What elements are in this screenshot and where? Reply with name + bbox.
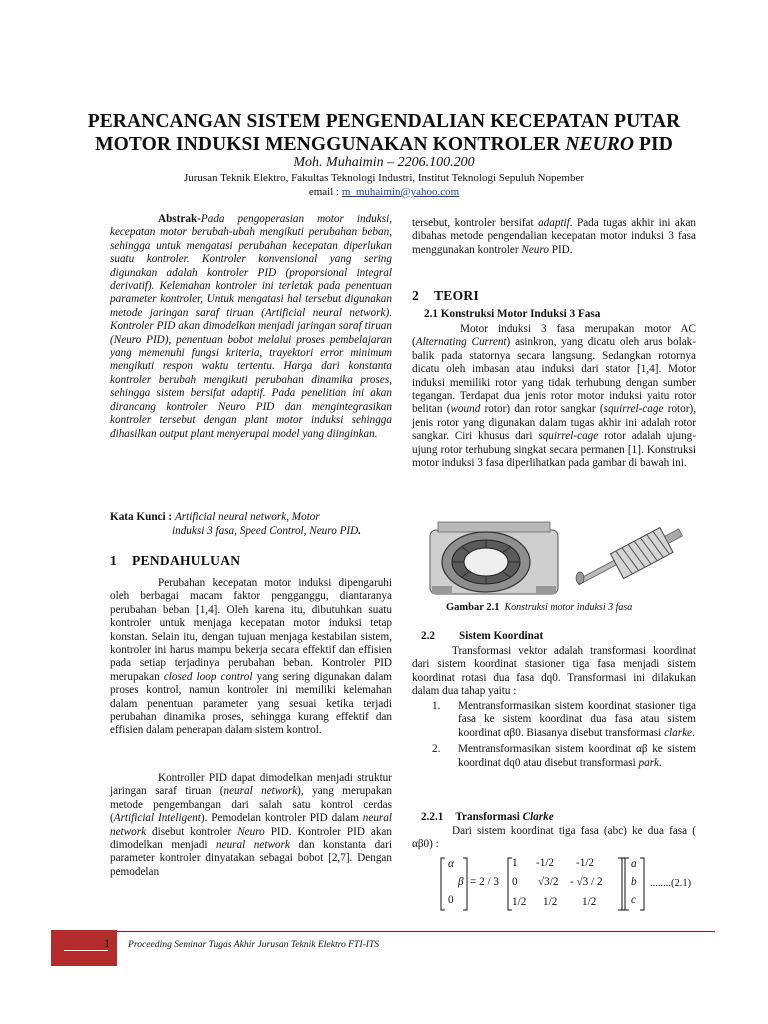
page-number: 1	[60, 936, 110, 951]
rotor-image	[576, 520, 687, 585]
section-2-heading: 2 TEORI	[412, 288, 480, 303]
transformation-steps-list	[412, 700, 696, 773]
list-item: 1. Mentransformasikan sistem koordinat stasioner tiga fasa ke sistem koordinat dua fasa atau sistem koordinat αβ0. Biasanya disebut transformasi clarke.	[432, 700, 696, 739]
title-line-1: PERANCANGAN SISTEM PENGENDALIAN KECEPATAN PUTAR	[87, 111, 681, 132]
m12: -1/2	[536, 857, 555, 869]
lhs-alpha: α	[448, 858, 454, 870]
m31: 1/2	[512, 896, 527, 908]
author: Moh. Muhaimin – 2206.100.200	[293, 155, 475, 170]
stator-image	[430, 522, 558, 594]
m32: 1/2	[543, 896, 558, 908]
rhs-c: c	[631, 894, 636, 906]
right-continuation: tersebut, kontroler bersifat adaptif. Pada tugas akhir ini akan dibahas metode pengendalian kecepatan motor induksi 3 fasa menggunakan kontroler Neuro PID.	[412, 217, 696, 256]
m22: √3/2	[538, 876, 559, 888]
rhs-a: a	[631, 858, 637, 870]
paper-title	[30, 110, 738, 156]
subsection-2-2-1-heading: 2.2.1 Transformasi Clarke	[421, 811, 554, 823]
email-line: email : m_muhaimin@yahoo.com	[308, 186, 460, 198]
intro-paragraph-1: Perubahan kecepatan motor induksi dipengaruhi oleh berbagai macam faktor pengganggu, diantaranya perubahan beban [1,4]. Oleh karena itu, dibutuhkan suatu kontroler untuk menjaga kecepatan motor induksi tetap konstan. Selain itu, dengan tujuan menjaga kestabilan sistem, kontroler ini harus mampu bekerja secara effektif dan effisien pada setiap terjadinya perubahan beban. Kontroler PID merupakan closed loop control yang sering digunakan dalam proses kontrol, namun kontroler ini memiliki kelemahan dalam penentuan parameter yang sesuai ketika terjadi perubahan dinamika proses, sehingga kurang effektif dan effisien dalam penerapan dalam sistem kontrol.	[110, 577, 393, 737]
abstract-text: Pada pengoperasian motor induksi, kecepatan motor berubah-ubah mengikuti perubahan beban, sehingga untuk mengatasi perubahan kecepatan diperlukan suatu kontroler. Kontroler konvensional yang sering digunakan adalah kontroler PID (proporsional integral derivatif). Kelemahan kontroler ini terletak pada penentuan parameter kontroler, Untuk mengatasi hal tersebut digunakan metode jaringan saraf tiruan (Artificial neural network). Kontroler PID akan dimodelkan menjadi jaringan saraf tiruan (Neuro PID), penentuan bobot melalui proses pembelajaran yang memenuhi fungsi kriteria, trayektori error minimum mengikuti respon waktu tertentu. Harga dari konstanta kontroler berubah mengikuti perubahan dinamika proses, sehingga sistem bersifat adaptif. Pada penelitian ini akan dirancang kontroler Neuro PID dan mengintegrasikan kontroler tersebut dengan plant motor induksi sehingga dihasilkan output plant menyerupai model yang diinginkan.	[110, 213, 392, 440]
keywords: Kata Kunci : Artificial neural network, Motor induksi 3 fasa, Speed Control, Neuro PID.	[110, 511, 362, 537]
email-link[interactable]: m_muhaimin@yahoo.com	[341, 186, 460, 198]
m13: -1/2	[576, 857, 595, 869]
section-1-heading: 1 PENDAHULUAN	[110, 553, 241, 568]
affiliation: Jurusan Teknik Elektro, Fakultas Teknologi Industri, Institut Teknologi Sepuluh Nopember	[183, 172, 585, 184]
subsection-2-1-text: Motor induksi 3 fasa merupakan motor AC (Alternating Current) asinkron, yang dicatu oleh arus bolak-balik pada statornya secara langsung. Sedangkan rotornya dicatu oleh imbasan atau induksi dari stator [1,4]. Motor induksi memiliki rotor yang tidak terhubung dengan sumber tegangan. Terdapat dua jenis rotor motor induksi yaitu rotor belitan (wound rotor) dan rotor sangkar (squirrel-cage rotor), jenis rotor yang digunakan dalam tugas akhir ini adalah rotor sangkar. Ciri khusus dari squirrel-cage rotor adalah ujung-ujung rotor terhubung singkat secara permanen [1]. Konstruksi motor induksi 3 fasa diperlihatkan pada gambar di bawah ini.	[412, 323, 697, 470]
equation-number: ........(2.1)	[650, 878, 692, 889]
m11: 1	[512, 857, 518, 869]
title-line-2: MOTOR INDUKSI MENGGUNAKAN KONTROLER NEURO PID	[95, 134, 673, 155]
m23: - √3 / 2	[570, 876, 603, 888]
motor-construction-figure	[428, 520, 690, 598]
m33: 1/2	[582, 896, 597, 908]
coefficient: = 2 / 3	[470, 876, 499, 888]
clarke-equation	[440, 856, 690, 912]
list-item: 2. Mentransformasikan sistem koordinat αβ ke sistem koordinat dq0 atau disebut transformasi park.	[432, 743, 696, 769]
abstract-label: Abstrak-	[158, 213, 201, 225]
subsection-2-2-heading: 2.2 Sistem Koordinat	[421, 630, 544, 642]
subsection-2-1-heading: 2.1 Konstruksi Motor Induksi 3 Fasa	[424, 308, 601, 320]
rhs-b: b	[631, 876, 637, 888]
footer-text: Proceeding Seminar Tugas Akhir Jurusan Teknik Elektro FTI-ITS	[128, 939, 380, 950]
lhs-beta: β	[458, 876, 464, 888]
m21: 0	[512, 876, 518, 888]
footer-rule	[117, 931, 715, 932]
subsection-2-2-text: Transformasi vektor adalah transformasi koordinat dari sistem koordinat stasioner tiga fasa menjadi sistem koordinat rotasi dua fasa dq0. Transformasi ini dilakukan dalam dua tahap yaitu :	[412, 645, 696, 698]
intro-paragraph-2: Kontroller PID dapat dimodelkan menjadi struktur jaringan saraf tiruan (neural network), yang merupakan metode pengembangan dari salah satu kontrol cerdas (Artificial Inteligent). Pemodelan kontroler PID dalam neural network disebut kontroler Neuro PID. Kontroler PID akan dimodelkan menjadi neural network dan konstanta dari parameter kontroler dinyatakan sebagai bobot [2,7]. Dengan pemodelan	[110, 772, 392, 878]
lhs-zero: 0	[448, 894, 454, 906]
abstract	[110, 213, 392, 441]
figure-caption: Gambar 2.1 Konstruksi motor induksi 3 fasa	[446, 602, 633, 613]
subsection-2-2-1-text: Dari sistem koordinat tiga fasa (abc) ke dua fasa ( αβ0) :	[412, 825, 696, 851]
